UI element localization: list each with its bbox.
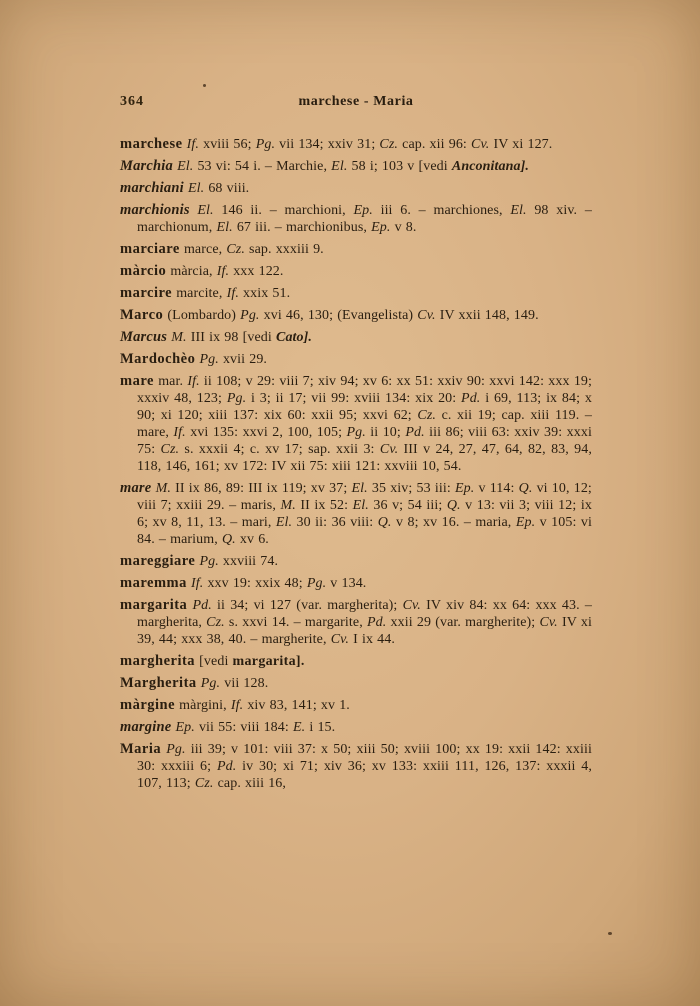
entry-headword: marciare — [120, 241, 180, 257]
page-content — [120, 94, 592, 797]
entry-references: 30 ii: 36 viii: — [296, 515, 374, 530]
dictionary-entry — [120, 158, 592, 175]
entry-references: s. xxxii 4; c. xv 17; sap. xxii 3: — [184, 442, 375, 457]
entry-references: i 15. — [309, 720, 336, 735]
work-abbreviation: Pg. — [199, 554, 219, 569]
work-abbreviation: Ep. — [371, 220, 391, 235]
work-abbreviation: Q. — [518, 481, 533, 496]
entry-references: i 3; ii 17; vii 99: xviii 134: xix 20: — [250, 391, 457, 406]
ink-speck — [203, 84, 206, 87]
entry-references: s. xxvi 14. – margarite, — [228, 615, 363, 630]
entry-references: IV xi 127. — [493, 137, 553, 152]
work-abbreviation: Q. — [446, 498, 461, 513]
work-abbreviation: El. — [352, 498, 369, 513]
work-abbreviation: El. — [510, 203, 527, 218]
work-abbreviation: Pg. — [255, 137, 276, 152]
work-abbreviation: Pg. — [200, 676, 221, 691]
work-abbreviation: If. — [173, 425, 186, 440]
work-abbreviation: E. — [292, 720, 306, 735]
entry-headword: Mardochèo — [120, 351, 196, 367]
dictionary-entry — [120, 307, 592, 324]
entry-references: cap. xii 96: — [402, 137, 467, 152]
work-abbreviation: Pg. — [306, 576, 327, 591]
entry-references: 146 ii. – marchioni, — [221, 203, 346, 218]
work-abbreviation: Pg. — [199, 352, 219, 367]
entry-headword: margarita — [120, 597, 188, 613]
entry-headword: Marchia — [120, 158, 173, 174]
work-abbreviation: Ep. — [515, 515, 536, 530]
dictionary-entry — [120, 597, 592, 648]
entry-references: marce, — [183, 242, 223, 257]
entry-headword: margine — [120, 719, 172, 735]
work-abbreviation: El. — [351, 481, 368, 496]
work-abbreviation: Cz. — [417, 408, 436, 423]
entry-headword: mareggiare — [120, 553, 196, 569]
entry-references: 35 xiv; 53 iii: — [371, 481, 451, 496]
work-abbreviation: Cv. — [402, 598, 421, 613]
work-abbreviation: Cv. — [471, 137, 490, 152]
work-abbreviation: Cz. — [226, 242, 245, 257]
work-abbreviation: If. — [230, 698, 244, 713]
dictionary-entry — [120, 653, 592, 670]
entry-references: vii 55: viii 184: — [198, 720, 289, 735]
work-abbreviation: Ep. — [175, 720, 195, 735]
dictionary-entry — [120, 180, 592, 197]
work-abbreviation: If. — [216, 264, 230, 279]
work-abbreviation: Pd. — [216, 759, 237, 774]
entry-references: xxii 29 (var. margherite); — [390, 615, 536, 630]
entry-references: margarita]. — [232, 654, 305, 669]
entry-references: II ix 52: — [300, 498, 349, 513]
entry-references: iii 6. – marchiones, — [380, 203, 503, 218]
work-abbreviation: Pg. — [226, 391, 247, 406]
dictionary-entry — [120, 719, 592, 736]
entry-references: màrgini, — [179, 698, 227, 713]
work-abbreviation: If. — [190, 576, 204, 591]
entry-headword: margherita — [120, 653, 196, 669]
entry-references: 36 v; 54 iii; — [373, 498, 443, 513]
work-abbreviation: El. — [177, 159, 194, 174]
entry-references: ii 10; — [370, 425, 401, 440]
entry-references: iv 30; xi 71; xiv 36; xv 133: xxiii 111, 126, 137: xxxii 4, 107, 113; — [137, 759, 592, 791]
entry-references: vii 128. — [224, 676, 269, 691]
entry-references: v 105: vi 84. – marium, — [137, 515, 592, 547]
page-header — [120, 94, 592, 112]
work-abbreviation: Pd. — [366, 615, 387, 630]
work-abbreviation: M. — [280, 498, 296, 513]
entry-references: IV xiv 84: xx 64: xxx 43. – margherita, — [137, 598, 593, 630]
entry-references: II ix 86, 89: III ix 119; xv 37; — [175, 481, 348, 496]
entry-references: 53 vi: 54 i. – Marchie, — [197, 159, 328, 174]
entry-references: xiv 83, 141; xv 1. — [247, 698, 350, 713]
entry-references: 98 xiv. – marchionum, — [137, 203, 592, 235]
dictionary-entry — [120, 480, 592, 548]
entry-references: iii 86; viii 63: xxiv 39: xxxi 75: — [137, 425, 592, 457]
work-abbreviation: Cz. — [206, 615, 225, 630]
entry-references: IV xxii 148, 149. — [439, 308, 539, 323]
entry-references: ii 108; v 29: viii 7; xiv 94; xv 6: xx 51: xxiv 90: xxvi 142: xxx 19; xxxiv 48, 123; — [137, 374, 593, 406]
work-abbreviation: If. — [186, 137, 199, 152]
work-abbreviation: Cz. — [194, 776, 214, 791]
entry-headword: Maria — [120, 741, 162, 757]
entry-references: xxix 51. — [243, 286, 291, 301]
entry-references: v 8. — [394, 220, 417, 235]
entry-references: xxx 122. — [233, 264, 284, 279]
work-abbreviation: El. — [275, 515, 293, 530]
entry-references: vii 134; xxiv 31; — [279, 137, 376, 152]
entry-references: mar. — [158, 374, 184, 389]
entry-references: xvii 29. — [222, 352, 268, 367]
entry-references: 58 i; 103 v [vedi — [351, 159, 448, 174]
entry-headword: mare — [120, 480, 152, 496]
page-number: 364 — [120, 94, 144, 109]
work-abbreviation: If. — [187, 374, 200, 389]
dictionary-entry — [120, 675, 592, 692]
work-abbreviation: Q. — [221, 532, 236, 547]
entry-references: 68 viii. — [208, 181, 250, 196]
work-abbreviation: Pg. — [240, 308, 260, 323]
entry-references: iii 39; v 101: viii 37: x 50; xiii 50; xviii 100; xx 19: xxii 142: xxiii 30: xxxiii 6; — [137, 742, 592, 774]
work-abbreviation: Ep. — [454, 481, 475, 496]
dictionary-entry — [120, 741, 592, 792]
entry-headword: màrcio — [120, 263, 167, 279]
entry-references: ii 34; vi 127 (var. margherita); — [217, 598, 398, 613]
entry-references: cap. xiii 16, — [217, 776, 286, 791]
work-abbreviation: M. — [155, 481, 171, 496]
entry-references: xv 6. — [239, 532, 269, 547]
work-abbreviation: Q. — [377, 515, 392, 530]
entry-references: v 13: vii 3; viii 12; ix 6; xv 8, 11, 13. – mari, — [137, 498, 592, 530]
entry-references: v 114: — [478, 481, 515, 496]
entry-headword: marchiani — [120, 180, 184, 196]
entry-headword: Margherita — [120, 675, 197, 691]
entry-references: III v 24, 27, 47, 64, 82, 83, 94, 118, 146, 161; xv 172: IV xii 75: xiii 121: xxviii 10, 54. — [137, 442, 592, 474]
work-abbreviation: Pg. — [346, 425, 366, 440]
work-abbreviation: Cv. — [539, 615, 558, 630]
entry-references: 67 iii. – marchionibus, — [236, 220, 368, 235]
work-abbreviation: El. — [187, 181, 205, 196]
entry-headword: mare — [120, 373, 154, 389]
entry-references: I ix 44. — [353, 632, 395, 647]
entry-references: xviii 56; — [203, 137, 252, 152]
work-abbreviation: Cv. — [379, 442, 399, 457]
work-abbreviation: Cz. — [379, 137, 399, 152]
entry-references: vi 10, 12; viii 7; xxiii 29. – maris, — [137, 481, 592, 513]
entry-references: Anconitana]. — [451, 159, 529, 174]
entry-headword: marcire — [120, 285, 173, 301]
dictionary-entry — [120, 241, 592, 258]
dictionary-entry — [120, 697, 592, 714]
dictionary-entry — [120, 553, 592, 570]
work-abbreviation: Cz. — [160, 442, 180, 457]
dictionary-entry — [120, 351, 592, 368]
entry-references: xvi 46, 130; (Evangelista) — [263, 308, 414, 323]
work-abbreviation: Ep. — [353, 203, 373, 218]
work-abbreviation: El. — [216, 220, 233, 235]
dictionary-entry — [120, 202, 592, 236]
dictionary-entry — [120, 329, 592, 346]
dictionary-entry — [120, 285, 592, 302]
entry-headword: maremma — [120, 575, 187, 591]
entry-headword: Marcus — [120, 329, 168, 345]
work-abbreviation: El. — [197, 203, 214, 218]
entry-references: v 134. — [330, 576, 367, 591]
dictionary-entry — [120, 575, 592, 592]
work-abbreviation: Pd. — [461, 391, 481, 406]
running-title: marchese - Maria — [298, 94, 414, 109]
entry-headword: màrgine — [120, 697, 176, 713]
work-abbreviation: M. — [171, 330, 187, 345]
entry-headword: marchionis — [120, 202, 190, 218]
work-abbreviation: Pd. — [192, 598, 212, 613]
entry-references: marcite, — [176, 286, 223, 301]
entry-references: (Lombardo) — [167, 308, 237, 323]
entry-headword: marchese — [120, 136, 183, 152]
entry-references: xvi 135: xxvi 2, 100, 105; — [190, 425, 343, 440]
work-abbreviation: Cv. — [330, 632, 350, 647]
entry-references: v 8; xv 16. – maria, — [395, 515, 512, 530]
dictionary-entry — [120, 136, 592, 153]
entries — [120, 136, 592, 792]
dictionary-entry — [120, 373, 592, 475]
entry-references: III ix 98 [vedi — [190, 330, 272, 345]
entry-references: sap. xxxiii 9. — [249, 242, 324, 257]
entry-references: [vedi — [199, 654, 229, 669]
ink-speck — [608, 932, 612, 935]
work-abbreviation: El. — [331, 159, 348, 174]
entry-headword: Marco — [120, 307, 164, 323]
entry-references: c. xii 19; cap. xiii 119. – mare, — [137, 408, 593, 440]
work-abbreviation: Cv. — [417, 308, 436, 323]
entry-references: màrcia, — [170, 264, 213, 279]
work-abbreviation: Pd. — [405, 425, 425, 440]
work-abbreviation: If. — [226, 286, 239, 301]
work-abbreviation: Pg. — [166, 742, 186, 757]
dictionary-entry — [120, 263, 592, 280]
entry-references: xxviii 74. — [222, 554, 279, 569]
entry-references: Cato]. — [276, 330, 312, 345]
entry-references: IV xi 39, 44; xxx 38, 40. – margherite, — [137, 615, 592, 647]
entry-references: i 69, 113; ix 84; x 90; xi 120; xiii 137: xix 60: xxii 95; xxvi 62; — [137, 391, 592, 423]
entry-references: xxv 19: xxix 48; — [207, 576, 303, 591]
